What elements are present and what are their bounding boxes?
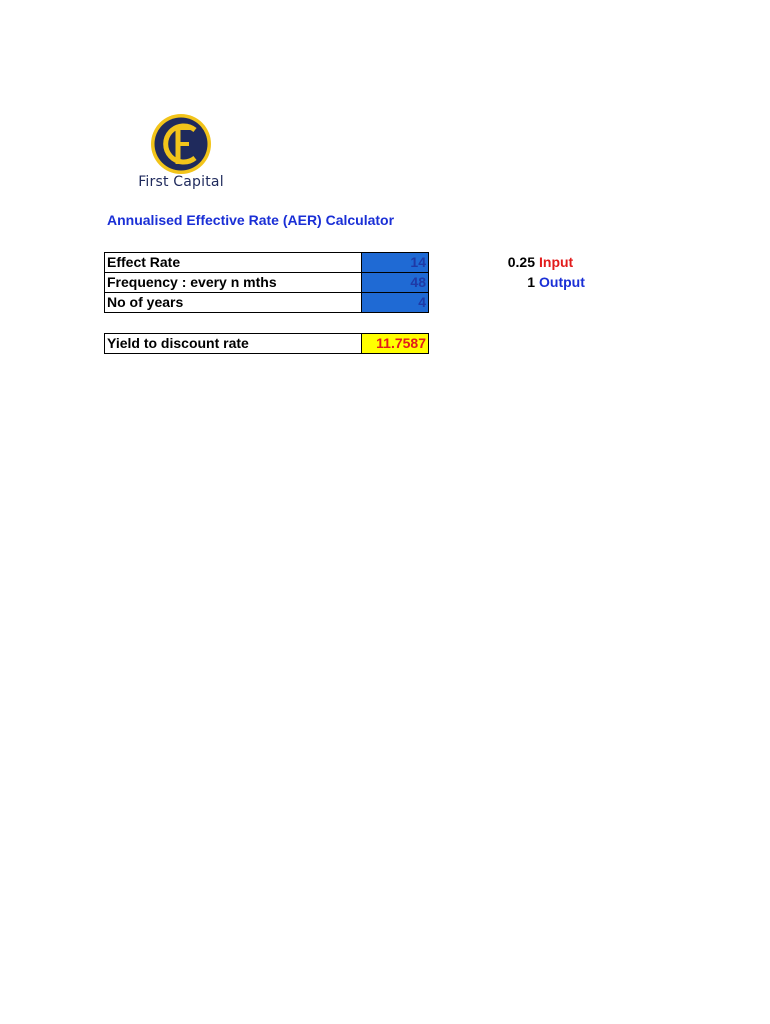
yield-label: Yield to discount rate	[105, 334, 362, 354]
page-title: Annualised Effective Rate (AER) Calculator	[107, 212, 395, 228]
yield-cell: 11.7587	[362, 334, 429, 354]
first-capital-logo	[118, 100, 258, 200]
legend-input-label: Input	[539, 254, 574, 270]
effect-rate-cell[interactable]: 14	[362, 253, 429, 273]
table-row	[105, 273, 429, 293]
frequency-cell[interactable]: 48	[362, 273, 429, 293]
legend-output-value: 1	[527, 274, 535, 290]
input-table	[104, 252, 429, 313]
legend-output	[490, 274, 585, 290]
table-row	[105, 293, 429, 313]
logo-text: First Capital	[138, 174, 224, 190]
years-label: No of years	[105, 293, 362, 313]
table-row	[105, 253, 429, 273]
result-table	[104, 333, 429, 354]
frequency-label: Frequency : every n mths	[105, 273, 362, 293]
legend-input	[490, 254, 573, 270]
legend-input-value: 0.25	[507, 254, 535, 270]
legend-output-label: Output	[539, 274, 585, 290]
effect-rate-label: Effect Rate	[105, 253, 362, 273]
years-cell[interactable]: 4	[362, 293, 429, 313]
fc-monogram-icon	[118, 100, 244, 180]
table-row	[105, 334, 429, 354]
